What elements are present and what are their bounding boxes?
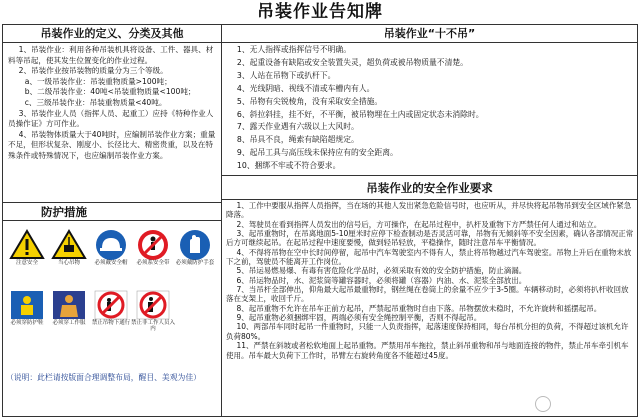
safety-shoes-icon [9, 289, 45, 334]
ten-rules-header: 吊装作业“十不吊” [222, 25, 637, 43]
list-item: c、三级吊装作业：吊装重物质量<40吨。 [24, 97, 167, 107]
list-item: 8、起吊重物不允许在吊车正前方起吊，严禁起吊重物时自由下落。吊物摆放未稳时，不允许旋转和摇摆起吊。 [236, 303, 602, 313]
warning-triangle-icon [9, 229, 45, 274]
left-column [3, 25, 222, 416]
ten-rules-section [222, 25, 637, 176]
sign-label: 禁止吊物下通行 [91, 320, 131, 326]
watermark-icon [535, 396, 551, 412]
list-item: 2、起重设备有缺陷或安全装置失灵，超负荷或被吊物质量不清楚。 [236, 57, 468, 67]
right-column [222, 25, 637, 416]
sign-label: 禁止非工作人员入内 [131, 320, 176, 332]
list-item: 1、无人指挥或指挥信号不明确。 [236, 45, 352, 54]
protection-section [3, 203, 221, 416]
page-title: 吊装作业告知牌 [257, 2, 383, 22]
gloves-icon [177, 229, 213, 274]
sign-label: 必须穿工作服 [52, 320, 86, 326]
definition-text [3, 43, 221, 162]
list-item: 6、斜拉斜挂，挂不好，不平衡，被吊物埋在土内或固定状态未消除时。 [236, 109, 484, 119]
safety-belt-icon [135, 229, 171, 274]
notice-board [2, 24, 638, 417]
list-item: 4、光线阴暗、视线不清或车槽内有人。 [236, 83, 375, 93]
list-item: 10、捆绑不牢或不符合要求。 [236, 161, 341, 171]
list-item: 3、人站在吊物下或扒杆下。 [236, 70, 336, 80]
hard-hat-icon [93, 229, 129, 274]
sign-label: 必须戴安全帽 [94, 260, 128, 266]
definition-section [3, 25, 221, 203]
list-item: 10、两部吊车同时起吊一件重物时，只能一人负责指挥，起落速度保持相同，每台吊机分担的负荷，不得超过该机允许负荷80%。 [226, 322, 629, 341]
sign-label: 当心吊物 [57, 260, 80, 266]
safety-requirements-section [222, 176, 637, 416]
list-item: 11、严禁在斜坡或者松软地面上起吊重物。严禁用吊车拖拉，禁止斜吊重物和吊与地面连接的物件，禁止吊车牵引机车使用。吊车最大负荷下工作时，吊臂左右旋转角度各不能超过45度。 [226, 341, 629, 360]
ten-rules-list [222, 43, 637, 173]
list-item: 5、吊物有尖锐棱角，没有采取安全措施。 [236, 96, 383, 106]
list-item: b、二级吊装作业：40吨<吊装重物质量<100吨； [24, 87, 196, 97]
list-item: 4、吊装物体质量大于40吨时，应编制吊装作业方案；重量不足，但形状复杂、刚度小、长径比大、精密贵重，以及在特殊条件或特殊情况下，也应编制吊装作业方案。 [8, 129, 216, 160]
sign-label: 必须系安全带 [136, 260, 170, 266]
no-entry-icon [131, 289, 176, 334]
list-item: 1、工作中要服从指挥人员指挥，当在场的其他人发出紧急危险信号时，也应听从，并尽快将起吊物吊到安全区域作紧急降落。 [226, 201, 632, 220]
list-item: 5、吊运易燃易爆、有毒有害危险化学品时，必须采取有效的安全防护措施，防止滴漏。 [236, 266, 527, 276]
safety-requirements-header: 吊装作业的安全作业要求 [222, 176, 637, 200]
sign-label: 必须戴防护手套 [175, 260, 215, 266]
list-item: 2、吊装作业按吊装物的质量分为三个等级。 [18, 66, 168, 76]
layout-note: （说明：此栏请按版面合理调整布局，醒目、美观为佳） [6, 373, 201, 382]
list-item: 2、驾驶员在看到指挥人员发出的信号后，方可操作，在起吊过程中，扒杆及重物下方严禁任何人通过和站立。 [236, 219, 602, 229]
sign-label: 注意安全 [15, 260, 38, 266]
safety-requirements-list [222, 200, 637, 360]
list-item: 3、吊装作业人员（指挥人员、起重工）应持《特种作业人员操作证》方可作业。 [8, 108, 214, 129]
list-item: a、一级吊装作业：吊装重物质量>100吨； [24, 76, 172, 86]
list-item: 7、当吊杆全部伸出，仰角最大起吊最重物时，钢丝绳在卷筒上的余量不应少于3-5圈。车辆移动时，必须将扒杆收回放落在支架上，收回千斤。 [226, 285, 629, 304]
list-item: 8、吊具不良，绳索有缺陷超规定。 [236, 135, 359, 145]
sign-label: 必须穿防护鞋 [10, 320, 44, 326]
no-passing-under-load-icon [93, 289, 129, 334]
list-item: 9、起吊工具与高压线未保持应有的安全距离。 [236, 148, 398, 158]
list-item: 1、吊装作业：利用各种吊装机具将设备、工件、器具、材料等吊起，使其发生位置变化的作业过程。 [8, 45, 214, 65]
list-item: 9、起吊重物必须捆绑牢固，两端必须有安全绳控制平衡，否则不得起吊。 [236, 313, 482, 323]
work-clothes-icon [51, 289, 87, 334]
list-item: 7、露天作业遇有六级以上大风时。 [236, 122, 359, 132]
protection-header: 防护措施 [3, 203, 221, 221]
definition-header: 吊装作业的定义、分类及其他 [3, 25, 221, 43]
hanging-load-warning-icon [51, 229, 87, 274]
list-item: 6、吊运物品时，水、泥浆筒等罐容器时，必须将罐（容器）内油、水、泥浆全部放出。 [236, 275, 527, 285]
list-item: 4、不得将吊物在空中长时间停留，起吊中汽车驾驶室内不得有人，禁止将吊物越过汽车驾驶室。吊物上升后在重物未放下之前，驾驶员不能离开工作岗位。 [226, 247, 632, 267]
list-item: 3、起吊重物时，在吊离地面5-10厘米时应停下检查制动是否灵活可靠，吊物有无倾斜等不安全因素，确认各部情况正常后方可继续起吊。在起吊过程中速度要慢，做到轻吊轻放，平稳操作，随时注意吊车平衡情况。 [226, 229, 634, 248]
safety-signs-grid [3, 221, 221, 371]
